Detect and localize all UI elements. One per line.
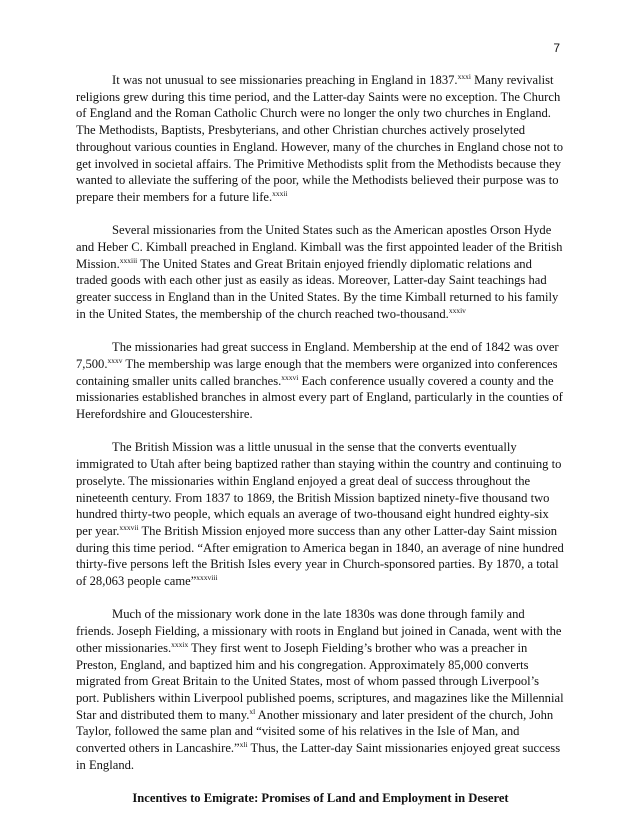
section-heading: Incentives to Emigrate: Promises of Land and Employment in Deseret bbox=[132, 791, 509, 806]
paragraph bbox=[76, 439, 565, 589]
paragraph-text: Many revivalist religions grew during this time period, and the Latter-day Saints were no exception. The Church of England and the Roman Catholic Church were no longer the only two churches in England. The Methodists, Baptists, Presbyterians, and other Christian churches actively proselyted throughout various counties in England. However, many of the churches in England chose not to get involved in societal affairs. The Primitive Methodists split from the Methodists because they wanted to alleviate the suffering of the poor, while the Methodists believed their purpose was to prepare their members for a future life. bbox=[76, 73, 564, 204]
paragraph-text: The membership was large enough that the members were organized into conferences containing smaller units called branches. bbox=[76, 356, 558, 388]
paragraph-text: Several missionaries from the United States such as the American apostles Orson Hyde and Heber C. Kimball preached in England. Kimball was the first appointed leader of the British Mission. bbox=[76, 223, 563, 271]
paragraph-text: Another missionary and later president of the church, John Taylor, followed the same plan and “visited some of his relatives in the Isle of Man, and converted others in Lancashire.” bbox=[76, 707, 554, 756]
paragraph-text: It was not unusual to see missionaries preaching in England in 1837. bbox=[112, 73, 458, 87]
footnote-marker: xxxv bbox=[107, 355, 123, 365]
footnote-marker: xxxii bbox=[272, 188, 288, 198]
paragraph bbox=[76, 72, 565, 206]
paragraph-text: Much of the missionary work done in the late 1830s was done through family and friends. Joseph Fielding, a missionary with roots in England but joined in Canada, went with the other missionaries. bbox=[76, 607, 562, 655]
footnote-marker: xli bbox=[239, 740, 248, 750]
footnote-marker: xxxix bbox=[171, 639, 189, 649]
footnote-marker: xxxiii bbox=[119, 255, 138, 265]
paragraph-text: Thus, the Latter-day Saint missionaries enjoyed great success in England. bbox=[76, 741, 561, 772]
paragraph-text: The British Mission enjoyed more success than any other Latter-day Saint mission during this time period. “After emigration to America began in 1840, an average of nine hundred thirty-five persons left the British Isles every year in Church-sponsored parties. By 1870, a total of 28,063 people came” bbox=[76, 523, 564, 589]
footnote-marker: xxxi bbox=[457, 72, 471, 81]
footnote-marker: xxxiv bbox=[448, 305, 466, 315]
footnote-marker: xl bbox=[249, 706, 256, 716]
paragraph bbox=[76, 606, 565, 773]
page-number: 7 bbox=[553, 41, 560, 55]
footnote-marker: xxxvii bbox=[119, 522, 139, 532]
paragraph-text: They first went to Joseph Fielding’s brother who was a preacher in Preston, England, and baptized him and his congregation. Approximately 85,000 converts migrated from Great Britain to the United States, most of whom passed through Liverpool’s port. Publishers within Liverpool published poems, scriptures, and magazines like the Millennial Star and distributed them to many. bbox=[76, 640, 564, 722]
paragraph-text: The British Mission was a little unusual in the sense that the converts eventually immigrated to Utah after being baptized rather than staying within the country and continuing to proselyte. The missionaries within England enjoyed a great deal of success throughout the nineteenth century. From 1837 to 1869, the British Mission baptized ninety-five thousand two hundred thirty-two people, which equals an average of two-thousand eight hundred eighty-six per year. bbox=[76, 440, 562, 538]
footnote-marker: xxxvi bbox=[281, 372, 299, 382]
paragraph-text: Each conference usually covered a county and the missionaries established branches in almost every part of England, particularly in the counties of Herefordshire and Gloucestershire. bbox=[76, 373, 563, 422]
paragraph bbox=[76, 339, 565, 423]
footnote-marker: xxxviii bbox=[196, 573, 218, 583]
paragraph bbox=[76, 222, 565, 322]
paragraph-text: The missionaries had great success in England. Membership at the end of 1842 was over 7,500. bbox=[76, 340, 559, 371]
body-text bbox=[76, 72, 565, 807]
paragraph-text: The United States and Great Britain enjoyed friendly diplomatic relations and traded goods with each other just as easily as ideas. Moreover, Latter-day Saint teachings had greater success in England than in the United States. By the time Kimball returned to his family in the United States, the membership of the church reached two-thousand. bbox=[76, 256, 559, 321]
